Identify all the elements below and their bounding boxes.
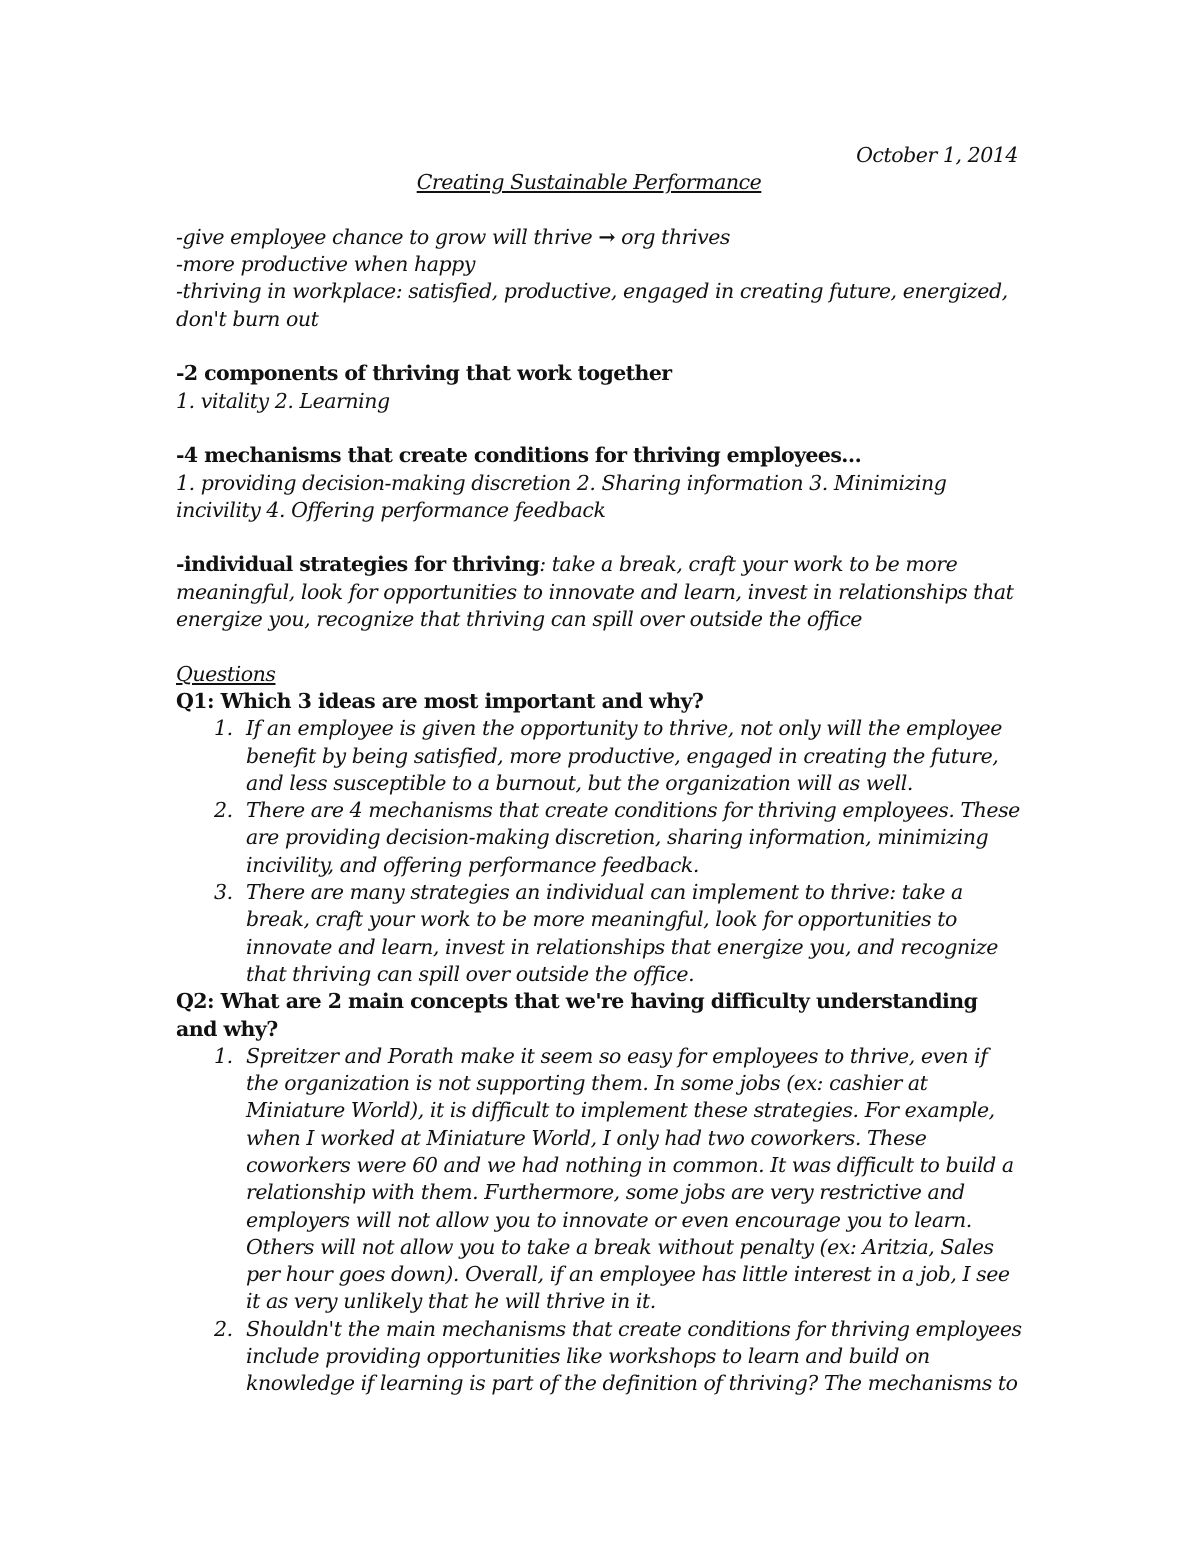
question-2-answers [176,1043,1022,1398]
list-item [176,879,1022,988]
list-item [176,797,1022,879]
list-number: 1. [214,716,233,741]
spacer [176,333,1022,360]
note-text: org thrives [621,224,731,249]
note-line-grow [176,224,1022,251]
question-2-heading: Q2: What are 2 main concepts that we're having difficulty understanding and why? [176,989,978,1041]
answer-text: If an employee is given the opportunity to thrive, not only will the employee benefit by being satisfied, more productive, engaged in creating the future, and less susceptible to a burnout, but the organization will as well. [246,716,1002,795]
arrow-right-icon: → [598,224,616,249]
note-line-thriving: -thriving in workplace: satisfied, productive, engaged in creating future, energized, don't burn out [176,279,1008,331]
answer-text: Shouldn't the main mechanisms that create conditions for thriving employees include providing opportunities like workshops to learn and build on knowledge if learning is part of the definition of thriving? The mechanisms to [246,1316,1022,1396]
mechanisms-text: 1. providing decision-making discretion 2. Sharing information 3. Minimizing incivility 4. Offering performance feedback [176,470,947,522]
list-number: 2. [214,1316,233,1341]
spacer [176,633,1022,660]
mechanisms-heading: -4 mechanisms that create conditions for thriving employees… [176,443,862,468]
strategies-paragraph [176,551,1022,633]
spacer [176,197,1022,224]
question-1-answers [176,715,1022,988]
list-item [176,715,1022,797]
answer-text: Spreitzer and Porath make it seem so easy for employees to thrive, even if the organization is not supporting them. In some jobs (ex: cashier at Miniature World), it is difficult to implement these strategies. For example, when I worked at Miniature World, I only had two coworkers. These coworkers were 60 and we had nothing in common. It was difficult to build a relationship with them. Furthermore, some jobs are very restrictive and employers will not allow you to innovate or even encourage you to learn. Others will not allow you to take a break without penalty (ex: Aritzia, Sales per hour goes down). Overall, if an employee has little interest in a job, I see it as very unlikely that he will thrive in it. [246,1043,1014,1314]
strategies-heading: -individual strategies for thriving [176,552,540,577]
answer-text: There are 4 mechanisms that create conditions for thriving employees. These are providing decision-making discretion, sharing information, minimizing incivility, and offering performance feedback. [246,798,1020,877]
list-number: 3. [214,880,233,905]
answer-text: There are many strategies an individual can implement to thrive: take a break, craft your work to be more meaningful, look for opportunities to innovate and learn, invest in relationships that energize you, and recognize that thriving can spill over outside the office. [246,880,998,986]
components-text: 1. vitality 2. Learning [176,388,390,413]
document-title: Creating Sustainable Performance [416,170,762,195]
list-number: 1. [214,1043,233,1068]
list-number: 2. [214,798,233,823]
document-page [176,142,1022,1398]
list-item [176,1316,1022,1398]
spacer [176,524,1022,551]
question-1-heading: Q1: Which 3 ideas are most important and why? [176,688,704,713]
components-heading: -2 components of thriving that work together [176,361,672,386]
strategies-text: : take a break, craft your work to be more meaningful, look for opportunities to innovate and learn, invest in relationships that energize you, recognize that thriving can spill over outside the office [176,552,1014,632]
document-date: October 1, 2014 [856,143,1018,167]
note-text: -give employee chance to grow will thrive [176,224,593,249]
note-line-productive: -more productive when happy [176,252,475,277]
list-item [176,1043,1022,1316]
spacer [176,415,1022,442]
questions-label: Questions [176,661,276,686]
